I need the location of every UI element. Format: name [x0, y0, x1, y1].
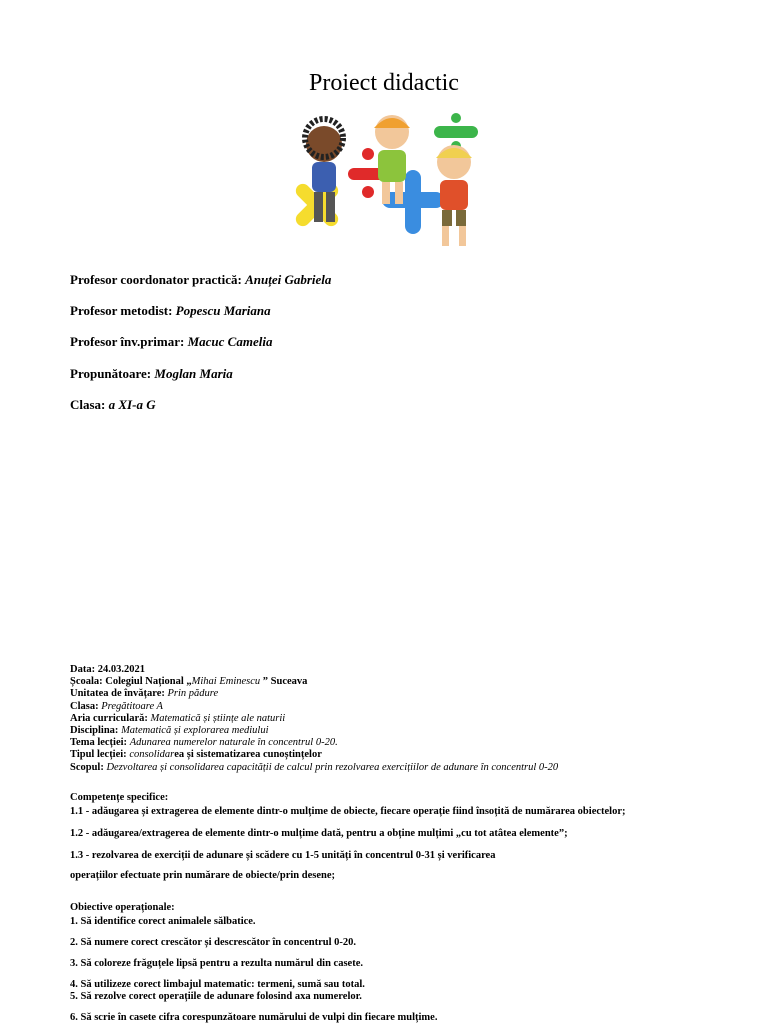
competenta-item: 1.3 - rezolvarea de exerciții de adunare și scădere cu 1-5 unități în concentrul 0-31 și verificarea — [70, 850, 496, 861]
lesson-unitatea: Unitatea de învățare: Prin pădure — [70, 688, 219, 700]
staff-propunatoare: Propunătoare: Moglan Maria — [70, 366, 233, 381]
staff-inv-primar: Profesor înv.primar: Macuc Camelia — [70, 334, 273, 349]
page-title: Proiect didactic — [309, 70, 459, 96]
kids-math-illustration — [282, 112, 492, 260]
obiectiv-item: 4. Să utilizeze corect limbajul matematic: termeni, sumă sau total. — [70, 979, 365, 990]
obiectiv-item: 3. Să coloreze frăguțele lipsă pentru a rezulta numărul din casete. — [70, 958, 363, 969]
child-right-icon — [436, 145, 472, 246]
lesson-tipul: Tipul lecției: consolidarea și sistematizarea cunoștințelor — [70, 749, 322, 761]
lesson-aria: Aria curriculară: Matematică și științe ale naturii — [70, 712, 286, 724]
obiective-heading: Obiective operaționale: — [70, 902, 175, 913]
competente-heading: Competențe specifice: — [70, 792, 169, 803]
staff-metodist: Profesor metodist: Popescu Mariana — [70, 303, 271, 318]
lesson-disciplina: Disciplina: Matematică și explorarea mediului — [70, 725, 269, 737]
child-middle-icon — [374, 115, 410, 204]
competenta-item: operațiilor efectuate prin numărare de obiecte/prin desene; — [70, 870, 335, 881]
obiectiv-item: 6. Să scrie în casete cifra corespunzătoare numărului de vulpi din fiecare mulțime. — [70, 1012, 438, 1023]
lesson-details — [70, 664, 750, 774]
staff-clasa: Clasa: a XI-a G — [70, 397, 156, 412]
lesson-scopul: Scopul: Dezvoltarea și consolidarea capacității de calcul prin rezolvarea exercițiilor de adunare în concentrul 0-20 — [70, 761, 559, 773]
competenta-item: 1.1 - adăugarea și extragerea de elemente dintr-o mulțime de obiecte, fiecare operație fiind însoțită de numărarea obiectelor; — [70, 806, 626, 817]
lesson-tema: Tema lecției: Adunarea numerelor naturale în concentrul 0-20. — [70, 737, 338, 749]
obiectiv-item: 2. Să numere corect crescător și descrescător în concentrul 0-20. — [70, 937, 357, 948]
competenta-item: 1.2 - adăugarea/extragerea de elemente dintr-o mulțime dată, pentru a obține mulțimi „cu tot atâtea elemente”; — [70, 828, 568, 839]
lesson-scoala: Școala: Colegiul Național „Mihai Eminescu ” Suceava — [70, 676, 308, 688]
lesson-clasa: Clasa: Pregătitoare A — [70, 700, 163, 712]
staff-coordonator: Profesor coordonator practică: Anuței Gabriela — [70, 272, 332, 287]
obiectiv-item: 1. Să identifice corect animalele sălbatice. — [70, 916, 256, 927]
obiectiv-item: 5. Să rezolve corect operațiile de adunare folosind axa numerelor. — [70, 991, 362, 1002]
lesson-data: Data: 24.03.2021 — [70, 664, 145, 675]
